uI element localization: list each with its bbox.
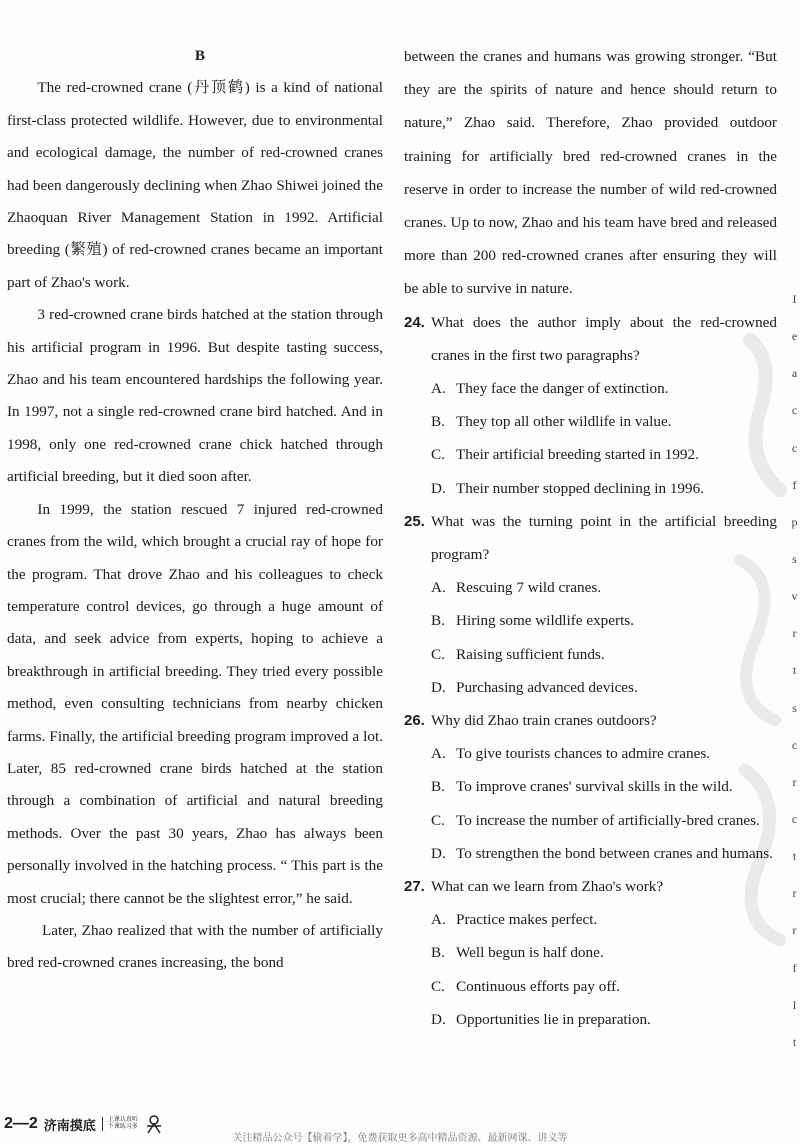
option-letter: B. <box>431 778 445 796</box>
edge-letter: c <box>791 441 798 455</box>
option-text: To give tourists chances to admire cranes. <box>456 745 711 763</box>
option-a[interactable] <box>404 372 777 405</box>
option-letter: C. <box>431 645 445 663</box>
edge-letter: p <box>791 515 798 529</box>
question-text: What does the author imply about the red-crowned cranes in the first two paragraphs? <box>431 313 777 364</box>
question-stem <box>404 704 777 737</box>
option-letter: D. <box>431 844 446 862</box>
option-letter: C. <box>431 446 445 464</box>
brand-name: 济南摸底 <box>43 1117 96 1133</box>
slogan-line-1: 上课认真听 <box>107 1117 138 1123</box>
edge-letter: t <box>792 663 797 677</box>
edge-letter: t <box>792 849 797 863</box>
question-number: 26. <box>404 712 425 730</box>
edge-letter: c <box>791 812 798 826</box>
option-letter: C. <box>431 811 445 829</box>
edge-letter: v <box>791 589 798 603</box>
question-text: Why did Zhao train cranes outdoors? <box>431 712 657 730</box>
question-text: What was the turning point in the artificial breeding program? <box>431 512 777 564</box>
option-letter: B. <box>431 944 445 962</box>
option-c[interactable] <box>404 970 777 1003</box>
edge-letter: f <box>792 961 797 975</box>
option-text: Rescuing 7 wild cranes. <box>456 579 602 597</box>
question-number: 24. <box>404 313 425 331</box>
option-a[interactable] <box>404 903 777 936</box>
option-text: They top all other wildlife in value. <box>456 413 672 431</box>
option-text: Continuous efforts pay off. <box>456 977 620 995</box>
edge-letter: s <box>792 701 797 715</box>
passage-paragraph-4: Later, Zhao realized that with the number of artificially bred red-crowned cranes increasing, the bond <box>7 921 383 972</box>
option-c[interactable] <box>404 438 777 471</box>
edge-letter: l <box>792 998 797 1012</box>
slogan-line-2: 下课练习多 <box>107 1124 138 1130</box>
option-b[interactable] <box>404 405 777 438</box>
question-number: 25. <box>404 512 425 530</box>
passage-paragraph-1: The red-crowned crane (丹顶鹤) is a kind of national first-class protected wildlife. However, due to environmental and ecological damage, the number of red-crowned cranes had been dangerously declining when Zhao Shiwei joined the Zhaoquan River Management Station in 1992. Artificial breeding (繁殖) of red-crowned cranes became an important part of Zhao's work. <box>7 79 383 291</box>
section-label: B <box>194 47 206 64</box>
edge-letter: c <box>791 738 798 752</box>
option-d[interactable] <box>404 472 777 505</box>
option-a[interactable] <box>404 737 777 770</box>
option-text: To increase the number of artificially-bred cranes. <box>456 811 760 829</box>
option-text: Opportunities lie in preparation. <box>456 1010 651 1028</box>
passage-paragraph-2: 3 red-crowned crane birds hatched at the station through his artificial program in 1996. But despite tasting success, Zhao and his team encountered hardships the following year. In 1997, not a single red-crowned crane bird hatched. And in 1998, only one red-crowned crane chick hatched through artificial breeding, but it died soon after. <box>7 306 383 486</box>
edge-letter: r <box>792 626 797 640</box>
option-d[interactable] <box>404 837 777 870</box>
mascot-icon <box>145 1114 163 1134</box>
option-text: Raising sufficient funds. <box>456 645 605 663</box>
edge-letter: a <box>791 366 798 380</box>
option-b[interactable] <box>404 604 777 637</box>
question-26 <box>404 704 777 870</box>
option-letter: A. <box>431 579 446 597</box>
edge-letter: t <box>792 1035 797 1049</box>
passage-paragraph-3: In 1999, the station rescued 7 injured red-crowned cranes from the wild, which brought a crucial ray of hope for the program. That drove Zhao and his colleagues to check temperature control devices, go through a huge amount of data, and seek advice from experts, hoping to achieve a breakthrough in artificial breeding. They tried every possible method, even consulting technicians from nearby chicken farms. Finally, the artificial breeding program improved a lot. Later, 85 red-crowned crane birds hatched at the station through a combination of artificial and natural breeding methods. Over the past 30 years, Zhao has always been personally involved in the hatching process. “ This part is the most crucial; there cannot be the slightest error,” he said. <box>7 500 383 907</box>
option-text: To strengthen the bond between cranes and humans. <box>456 844 773 862</box>
option-letter: B. <box>431 413 445 431</box>
option-letter: B. <box>431 612 445 630</box>
option-text: Hiring some wildlife experts. <box>456 612 634 630</box>
option-letter: A. <box>431 745 446 763</box>
option-text: They face the danger of extinction. <box>456 380 669 398</box>
option-c[interactable] <box>404 804 777 837</box>
option-d[interactable] <box>404 1003 777 1036</box>
option-c[interactable] <box>404 638 777 671</box>
question-27 <box>404 870 777 1036</box>
question-25 <box>404 505 777 704</box>
footer-promo-note: 关注精品公众号【偷着学】，免费获取更多高中精品资源、最新网课、讲义等 <box>232 1133 568 1144</box>
question-24 <box>404 306 777 505</box>
option-text: To improve cranes' survival skills in the wild. <box>456 778 733 796</box>
brand-slogan <box>102 1117 142 1131</box>
edge-letter: r <box>792 886 797 900</box>
question-text: What can we learn from Zhao's work? <box>431 878 664 896</box>
edge-letter: r <box>792 923 797 937</box>
edge-letter: I <box>792 292 797 306</box>
option-a[interactable] <box>404 571 777 604</box>
option-text: Purchasing advanced devices. <box>456 678 638 696</box>
option-letter: C. <box>431 977 445 995</box>
edge-letter: e <box>791 329 798 343</box>
edge-letter: c <box>791 403 798 417</box>
option-letter: A. <box>431 380 446 398</box>
footer-page-marker <box>4 1112 163 1136</box>
page-code: 2—2 <box>4 1115 38 1132</box>
option-letter: A. <box>431 911 446 929</box>
edge-letter: f <box>792 478 797 492</box>
option-letter: D. <box>431 678 446 696</box>
passage-column-left <box>7 40 383 980</box>
question-stem <box>404 306 777 372</box>
option-d[interactable] <box>404 671 777 704</box>
edge-letter: s <box>792 552 797 566</box>
option-text: Well begun is half done. <box>456 944 604 962</box>
option-text: Their number stopped declining in 1996. <box>456 479 705 497</box>
question-stem <box>404 870 777 903</box>
option-text: Practice makes perfect. <box>456 911 598 929</box>
edge-letter: r <box>792 775 797 789</box>
option-letter: D. <box>431 1010 446 1028</box>
option-b[interactable] <box>404 936 777 969</box>
option-text: Their artificial breeding started in 1992. <box>456 446 699 464</box>
passage-paragraph-4-continued: between the cranes and humans was growing stronger. “But they are the spirits of nature and hence should return to nature,” Zhao said. Therefore, Zhao provided outdoor training for artificially bred red-crowned cranes in the reserve in order to increase the number of wild red-crowned cranes. Up to now, Zhao and his team have bred and released more than 200 red-crowned cranes after ensuring they will be able to survive in nature. <box>404 48 777 298</box>
passage-column-right <box>404 40 777 1036</box>
option-b[interactable] <box>404 770 777 803</box>
question-stem <box>404 505 777 571</box>
option-letter: D. <box>431 479 446 497</box>
question-number: 27. <box>404 878 425 896</box>
